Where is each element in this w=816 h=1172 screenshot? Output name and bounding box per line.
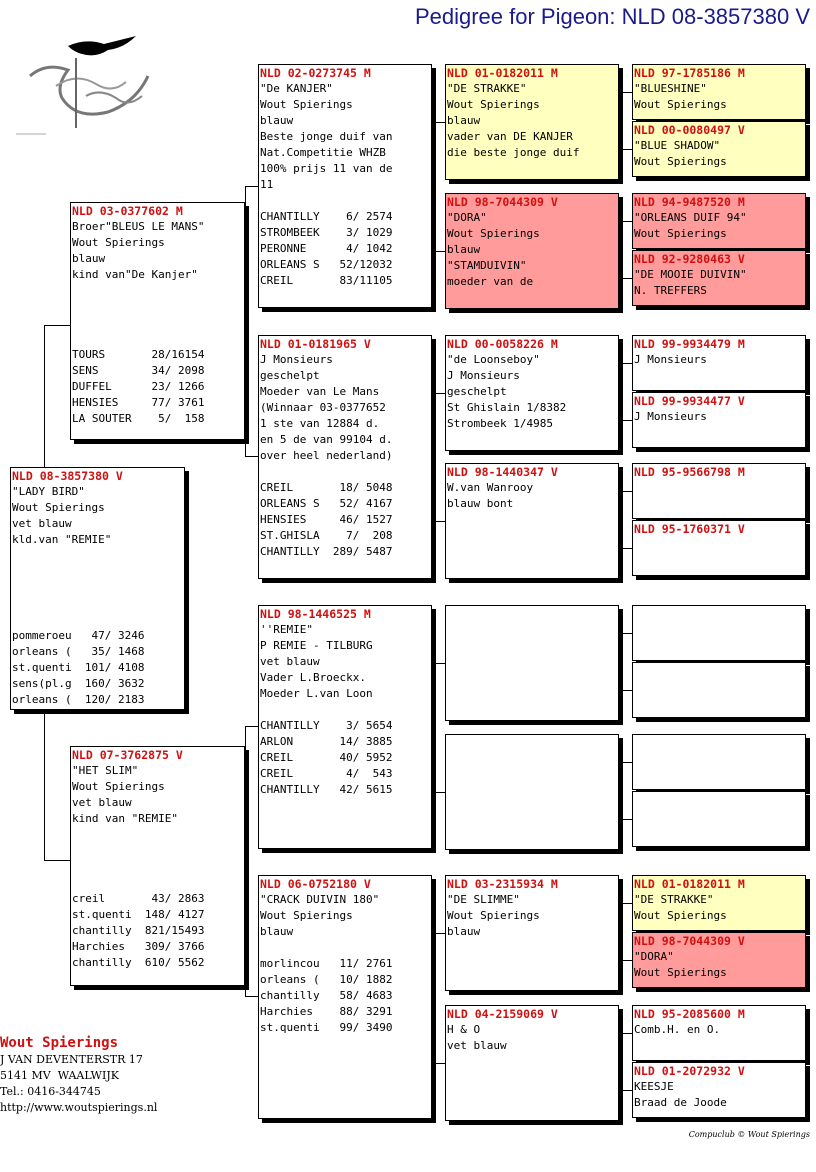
race-result-line: ARLON 14/ 3885 xyxy=(260,735,393,748)
pigeon-info-line: ''REMIE" xyxy=(260,623,313,636)
pigeon-info-line: Strombeek 1/4985 xyxy=(447,417,553,430)
connector-line xyxy=(432,393,445,394)
spacer xyxy=(11,612,184,628)
pigeon-info-line: vet blauw xyxy=(447,1039,507,1052)
connector-line xyxy=(432,122,433,251)
breeder-name: Wout Spierings xyxy=(0,1035,119,1051)
connector-line xyxy=(619,960,632,961)
connector-line xyxy=(245,866,246,996)
ring-number: NLD 01-2072932 V xyxy=(634,1064,745,1078)
connector-line xyxy=(432,521,445,522)
spacer xyxy=(71,315,244,331)
pigeon-info-line: moeder van de xyxy=(447,275,534,288)
pigeon-info-line: "ORLEANS DUIF 94" xyxy=(634,211,747,224)
race-result-line: CHANTILLY 6/ 2574 xyxy=(260,210,393,223)
race-result-line: st.quenti 99/ 3490 xyxy=(260,1021,393,1034)
connector-line xyxy=(619,491,632,492)
ring-number: NLD 99-9934479 M xyxy=(634,337,745,351)
pigeon-info-line: Wout Spierings xyxy=(260,98,353,111)
ring-number: NLD 99-9934477 V xyxy=(634,394,745,408)
pigeon-info-line: Broer"BLEUS LE MANS" xyxy=(72,220,205,233)
race-result-line: CHANTILLY 42/ 5615 xyxy=(260,783,393,796)
ancestor-card-14[interactable] xyxy=(632,932,806,988)
connector-line xyxy=(619,1033,620,1090)
spacer xyxy=(259,940,431,956)
pigeon-info-line: Wout Spierings xyxy=(447,227,540,240)
pigeon-info-line: KEESJE xyxy=(634,1080,674,1093)
spacer xyxy=(71,875,244,891)
connector-line xyxy=(44,325,70,326)
ring-number: NLD 03-2315934 M xyxy=(447,877,558,891)
pigeon-info-line: Moeder van Le Mans xyxy=(260,385,380,398)
ancestor-card-11[interactable] xyxy=(632,734,806,790)
pigeon-info-line: Vader L.Broeckx. xyxy=(260,671,366,684)
pigeon-info-line: Wout Spierings xyxy=(634,98,727,111)
pigeon-info-line: blauw xyxy=(447,243,481,256)
pigeon-info-line: kind van"De Kanjer" xyxy=(72,268,198,281)
footer-credit: Compuclub © Wout Spierings xyxy=(688,1130,810,1139)
race-result-line: creil 43/ 2863 xyxy=(72,892,205,905)
pigeon-icon xyxy=(68,36,136,55)
pigeon-info-line: blauw xyxy=(447,925,481,938)
pigeon-info-line: blauw xyxy=(260,114,294,127)
pigeon-info-line: Comb.H. en O. xyxy=(634,1023,721,1036)
breeder-address: J VAN DEVENTERSTR 17 xyxy=(0,1053,143,1066)
pigeon-info-line: "De KANJER" xyxy=(260,82,333,95)
pigeon-info-line: Wout Spierings xyxy=(447,98,540,111)
ancestor-card-13[interactable] xyxy=(632,875,806,931)
ancestor-card-8[interactable] xyxy=(632,520,806,576)
pigeon-info-line: J Monsieurs xyxy=(260,353,333,366)
connector-line xyxy=(432,393,433,521)
connector-line xyxy=(619,903,632,904)
breeder-city: 5141 MV WAALWIJK xyxy=(0,1069,119,1082)
ring-number: NLD 07-3762875 V xyxy=(72,748,183,762)
race-result-line: orleans ( 10/ 1882 xyxy=(260,973,393,986)
race-result-line: ORLEANS S 52/12032 xyxy=(260,258,393,271)
connector-line xyxy=(619,363,632,364)
pigeon-info-line: "HET SLIM" xyxy=(72,764,139,777)
pigeon-info-line: 1 ste van 12884 d. xyxy=(260,417,380,430)
race-result-line: chantilly 610/ 5562 xyxy=(72,956,205,969)
grandparent-card-2[interactable] xyxy=(258,335,432,579)
pigeon-info-line: "STAMDUIVIN" xyxy=(447,259,527,272)
pigeon-info-line: vet blauw xyxy=(260,655,320,668)
pigeon-info-line: "BLUESHINE" xyxy=(634,82,707,95)
race-result-line: CHANTILLY 3/ 5654 xyxy=(260,719,393,732)
race-result-line: chantilly 821/15493 xyxy=(72,924,205,937)
ring-number: NLD 95-2085600 M xyxy=(634,1007,745,1021)
sire-card[interactable] xyxy=(70,202,245,440)
pigeon-info-line: Wout Spierings xyxy=(447,909,540,922)
race-result-line: PERONNE 4/ 1042 xyxy=(260,242,393,255)
pigeon-info-line: vader van DE KANJER xyxy=(447,130,573,143)
spacer xyxy=(11,564,184,580)
connector-line xyxy=(619,1033,632,1034)
pigeon-info-line: Wout Spierings xyxy=(260,909,353,922)
pigeon-info-line: Moeder L.van Loon xyxy=(260,687,373,700)
connector-line xyxy=(432,933,445,934)
page-title: Pedigree for Pigeon: NLD 08-3857380 V xyxy=(414,4,810,29)
race-result-line: sens(pl.g 160/ 3632 xyxy=(12,677,145,690)
great-grandparent-card-6[interactable] xyxy=(445,734,619,850)
race-result-line: HENSIES 46/ 1527 xyxy=(260,513,393,526)
ring-number: NLD 00-0080497 V xyxy=(634,123,745,137)
connector-line xyxy=(619,92,632,93)
pigeon-info-line: geschelpt xyxy=(260,369,320,382)
connector-line xyxy=(245,456,258,457)
ancestor-card-10[interactable] xyxy=(632,662,806,718)
ancestor-card-12[interactable] xyxy=(632,791,806,847)
pigeon-info-line: blauw xyxy=(447,114,481,127)
dam-card[interactable] xyxy=(70,746,245,986)
breeder-logo xyxy=(16,36,158,140)
pigeon-info-line: "DE STRAKKE" xyxy=(634,893,714,906)
connector-line xyxy=(619,92,620,149)
ring-number: NLD 06-0752180 V xyxy=(260,877,371,891)
pigeon-info-line: Wout Spierings xyxy=(634,155,727,168)
connector-line xyxy=(619,278,632,279)
pigeon-info-line: "LADY BIRD" xyxy=(12,485,85,498)
connector-line xyxy=(619,903,620,960)
ring-number: NLD 00-0058226 M xyxy=(447,337,558,351)
connector-line xyxy=(619,221,620,278)
pigeon-info-line: H & O xyxy=(447,1023,481,1036)
connector-line xyxy=(245,726,258,727)
race-result-line: CHANTILLY 289/ 5487 xyxy=(260,545,393,558)
race-result-line: morlincou 11/ 2761 xyxy=(260,957,393,970)
ring-number: NLD 98-1440347 V xyxy=(447,465,558,479)
pigeon-info-line: over heel nederland) xyxy=(260,449,393,462)
grandparent-card-4[interactable] xyxy=(258,875,432,1119)
pigeon-info-line: Wout Spierings xyxy=(72,236,165,249)
pigeon-info-line: St Ghislain 1/8382 xyxy=(447,401,567,414)
ring-number: NLD 98-7044309 V xyxy=(447,195,558,209)
pigeon-info-line: J Monsieurs xyxy=(634,410,707,423)
connector-line xyxy=(619,363,620,420)
ring-number: NLD 92-9280463 V xyxy=(634,252,745,266)
great-grandparent-card-1[interactable] xyxy=(445,64,619,180)
spacer xyxy=(71,299,244,315)
ancestor-card-5[interactable] xyxy=(632,335,806,391)
pigeon-info-line: vet blauw xyxy=(72,796,132,809)
ancestor-card-7[interactable] xyxy=(632,463,806,519)
pigeon-info-line: Wout Spierings xyxy=(634,909,727,922)
connector-line xyxy=(44,710,45,860)
pigeon-info-line: "CRACK DUIVIN 180" xyxy=(260,893,380,906)
pigeon-info-line: Wout Spierings xyxy=(72,780,165,793)
ancestor-card-16[interactable] xyxy=(632,1062,806,1118)
pigeon-info-line: geschelpt xyxy=(447,385,507,398)
race-result-line: ORLEANS S 52/ 4167 xyxy=(260,497,393,510)
spacer xyxy=(259,702,431,718)
breeder-website[interactable]: http://www.woutspierings.nl xyxy=(0,1101,158,1114)
ring-number: NLD 94-9487520 M xyxy=(634,195,745,209)
ancestor-card-4[interactable] xyxy=(632,250,806,306)
connector-line xyxy=(619,762,620,819)
race-result-line: pommeroeu 47/ 3246 xyxy=(12,629,145,642)
subject-pigeon-card[interactable] xyxy=(10,467,185,710)
spacer xyxy=(71,827,244,843)
breeder-phone: Tel.: 0416-344745 xyxy=(0,1085,101,1098)
pigeon-info-line: "DE MOOIE DUIVIN" xyxy=(634,268,747,281)
connector-line xyxy=(432,933,433,1063)
ring-number: NLD 03-0377602 M xyxy=(72,204,183,218)
grandparent-card-1[interactable] xyxy=(258,64,432,308)
ring-number: NLD 95-9566798 M xyxy=(634,465,745,479)
spacer xyxy=(11,548,184,564)
ancestor-card-2[interactable] xyxy=(632,121,806,177)
race-result-line: STROMBEEK 3/ 1029 xyxy=(260,226,393,239)
ancestor-card-9[interactable] xyxy=(632,605,806,661)
ancestor-card-1[interactable] xyxy=(632,64,806,120)
race-result-line: CREIL 40/ 5952 xyxy=(260,751,393,764)
spacer xyxy=(259,193,431,209)
race-result-line: st.quenti 101/ 4108 xyxy=(12,661,145,674)
race-result-line: orleans ( 35/ 1468 xyxy=(12,645,145,658)
race-result-line: HENSIES 77/ 3761 xyxy=(72,396,205,409)
connector-line xyxy=(619,548,632,549)
ring-number: NLD 01-0182011 M xyxy=(447,66,558,80)
connector-line xyxy=(44,860,70,861)
race-result-line: orleans ( 120/ 2183 xyxy=(12,693,145,706)
race-result-line: CREIL 83/11105 xyxy=(260,274,393,287)
connector-line xyxy=(619,420,632,421)
pigeon-info-line: "DE STRAKKE" xyxy=(447,82,527,95)
connector-line xyxy=(432,663,433,792)
pigeon-info-line: Beste jonge duif van xyxy=(260,130,393,143)
race-result-line: st.quenti 148/ 4127 xyxy=(72,908,205,921)
pigeon-info-line: kind van "REMIE" xyxy=(72,812,178,825)
connector-line xyxy=(245,346,246,456)
spacer xyxy=(71,859,244,875)
connector-line xyxy=(432,792,445,793)
great-grandparent-card-8[interactable] xyxy=(445,1005,619,1121)
connector-line xyxy=(619,491,620,548)
ring-number: NLD 98-7044309 V xyxy=(634,934,745,948)
connector-line xyxy=(245,726,246,866)
great-grandparent-card-5[interactable] xyxy=(445,605,619,721)
ring-number: NLD 97-1785186 M xyxy=(634,66,745,80)
ring-number: NLD 08-3857380 V xyxy=(12,469,123,483)
race-result-line: ST.GHISLA 7/ 208 xyxy=(260,529,393,542)
pigeon-info-line: Wout Spierings xyxy=(12,501,105,514)
connector-line xyxy=(432,663,445,664)
connector-line xyxy=(619,633,632,634)
ring-number: NLD 98-1446525 M xyxy=(260,607,371,621)
ring-number: NLD 04-2159069 V xyxy=(447,1007,558,1021)
pigeon-info-line: vet blauw xyxy=(12,517,72,530)
race-result-line: CREIL 18/ 5048 xyxy=(260,481,393,494)
pigeon-info-line: "DE SLIMME" xyxy=(447,893,520,906)
pigeon-info-line: kld.van "REMIE" xyxy=(12,533,112,546)
race-result-line: Harchies 309/ 3766 xyxy=(72,940,205,953)
connector-line xyxy=(619,149,632,150)
pigeon-info-line: N. TREFFERS xyxy=(634,284,707,297)
connector-line xyxy=(619,221,632,222)
pigeon-info-line: Wout Spierings xyxy=(634,966,727,979)
race-result-line: LA SOUTER 5/ 158 xyxy=(72,412,205,425)
connector-line xyxy=(245,996,258,997)
connector-line xyxy=(245,186,258,187)
pigeon-info-line: en 5 de van 99104 d. xyxy=(260,433,393,446)
pigeon-info-line: "DORA" xyxy=(447,211,487,224)
great-grandparent-card-2[interactable] xyxy=(445,193,619,309)
race-result-line: CREIL 4/ 543 xyxy=(260,767,393,780)
pigeon-info-line: "DORA" xyxy=(634,950,674,963)
ring-number: NLD 02-0273745 M xyxy=(260,66,371,80)
pigeon-info-line: Wout Spierings xyxy=(634,227,727,240)
pigeon-info-line: 100% prijs 11 van de xyxy=(260,162,393,175)
pigeon-info-line: 11 xyxy=(260,178,274,191)
race-result-line: DUFFEL 23/ 1266 xyxy=(72,380,205,393)
connector-line xyxy=(432,1063,445,1064)
ancestor-card-15[interactable] xyxy=(632,1005,806,1061)
race-result-line: chantilly 58/ 4683 xyxy=(260,989,393,1002)
connector-line xyxy=(619,819,632,820)
connector-line xyxy=(432,251,445,252)
race-result-line: SENS 34/ 2098 xyxy=(72,364,205,377)
connector-line xyxy=(619,690,632,691)
pigeon-info-line: blauw xyxy=(72,252,106,265)
breeder-info xyxy=(0,1034,157,1116)
pigeon-info-line: (Winnaar 03-0377652 xyxy=(260,401,386,414)
ring-number: NLD 01-0181965 V xyxy=(260,337,371,351)
spacer xyxy=(11,596,184,612)
pigeon-info-line: blauw xyxy=(260,925,294,938)
pigeon-info-line: J Monsieurs xyxy=(447,369,520,382)
great-grandparent-card-7[interactable] xyxy=(445,875,619,991)
connector-line xyxy=(619,762,632,763)
great-grandparent-card-3[interactable] xyxy=(445,335,619,451)
spacer xyxy=(71,843,244,859)
pigeon-info-line: "de Loonseboy" xyxy=(447,353,540,366)
race-result-line: Harchies 88/ 3291 xyxy=(260,1005,393,1018)
pigeon-info-line: blauw bont xyxy=(447,497,514,510)
spacer xyxy=(11,580,184,596)
connector-line xyxy=(619,633,620,690)
connector-line xyxy=(245,186,246,346)
spacer xyxy=(71,283,244,299)
pigeon-info-line: Nat.Competitie WHZB xyxy=(260,146,386,159)
great-grandparent-card-4[interactable] xyxy=(445,463,619,579)
connector-line xyxy=(619,1090,632,1091)
pigeon-info-line: "BLUE SHADOW" xyxy=(634,139,721,152)
ring-number: NLD 01-0182011 M xyxy=(634,877,745,891)
spacer xyxy=(259,464,431,480)
pigeon-info-line: P REMIE - TILBURG xyxy=(260,639,373,652)
pigeon-info-line: J Monsieurs xyxy=(634,353,707,366)
spacer xyxy=(71,331,244,347)
pigeon-info-line: W.van Wanrooy xyxy=(447,481,534,494)
ancestor-card-6[interactable] xyxy=(632,392,806,448)
ring-number: NLD 95-1760371 V xyxy=(634,522,745,536)
ancestor-card-3[interactable] xyxy=(632,193,806,249)
connector-line xyxy=(432,122,445,123)
race-result-line: TOURS 28/16154 xyxy=(72,348,205,361)
connector-line xyxy=(44,325,45,467)
grandparent-card-3[interactable] xyxy=(258,605,432,849)
pigeon-info-line: die beste jonge duif xyxy=(447,146,580,159)
pigeon-info-line: Braad de Joode xyxy=(634,1096,727,1109)
